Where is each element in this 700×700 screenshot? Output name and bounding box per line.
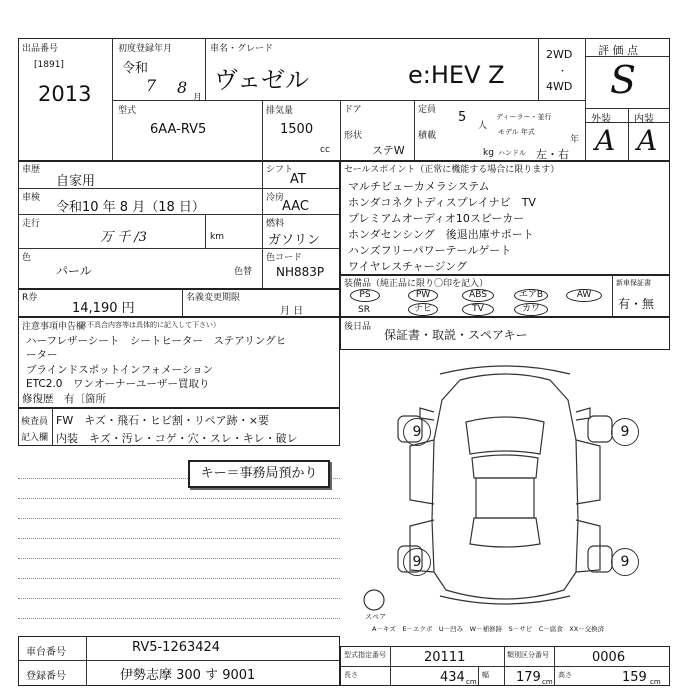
name-label: 車名・グレード bbox=[210, 44, 274, 54]
warranty: 有・無 bbox=[618, 297, 655, 311]
drive-2wd: 2WD bbox=[546, 48, 573, 61]
equip-abs: ABS bbox=[462, 289, 494, 302]
inspection-label: 車検 bbox=[22, 193, 41, 203]
category-no-label: 類別区分番号 bbox=[507, 651, 549, 659]
type-no-label: 型式指定番号 bbox=[344, 651, 386, 659]
mileage: 万 千 /3 bbox=[100, 230, 147, 245]
tire-rear-right-mark: 9 bbox=[611, 548, 639, 576]
tire-rear-left-mark: 9 bbox=[403, 548, 431, 576]
shift-label: シフト bbox=[266, 165, 294, 175]
grade: e:HEV Z bbox=[408, 61, 505, 89]
drive-dot: ・ bbox=[558, 67, 568, 77]
era: 令和 bbox=[122, 61, 149, 76]
seats: 5 bbox=[458, 110, 467, 125]
notes-label: 注意事項申告欄 bbox=[22, 322, 86, 332]
model-year-label: モデル 年式 bbox=[498, 128, 535, 136]
seats-label: 定員 bbox=[418, 105, 437, 115]
car-name: ヴェゼル bbox=[214, 66, 310, 94]
sales-point-5: ハンズフリーパワーテールゲート bbox=[348, 244, 512, 257]
model-label: 型式 bbox=[118, 106, 137, 116]
usage-label: 車歴 bbox=[22, 165, 41, 175]
ac-label: 冷房 bbox=[266, 193, 285, 203]
tire-front-left-mark: 9 bbox=[403, 418, 431, 446]
model-code: 6AA-RV5 bbox=[150, 122, 207, 137]
color-label: 色 bbox=[22, 253, 32, 263]
mileage-label: 走行 bbox=[22, 219, 41, 229]
drive-4wd: 4WD bbox=[546, 80, 573, 93]
year-unit: 年 bbox=[570, 135, 580, 145]
name-change-label: 名義変更期限 bbox=[186, 293, 241, 303]
sales-point-2: ホンダコネクトディスプレイナビ TV bbox=[348, 196, 536, 209]
sales-point-6: ワイヤレスチャージング bbox=[348, 260, 467, 273]
note-line-2: ーター bbox=[26, 349, 58, 361]
shape-label: 形状 bbox=[344, 131, 363, 141]
chassis-label: 車台番号 bbox=[26, 647, 66, 658]
load-label: 積載 bbox=[418, 131, 437, 141]
handle-label: ハンドル bbox=[498, 149, 526, 157]
length-unit: cm bbox=[466, 678, 477, 686]
score: S bbox=[610, 58, 637, 102]
color-code-label: 色コード bbox=[266, 253, 303, 263]
month-unit: 月 bbox=[193, 93, 203, 103]
lot-number: [1891] bbox=[34, 60, 64, 70]
note-line-1: ハーフレザーシート シートヒーター ステアリングヒ bbox=[26, 335, 287, 347]
equip-aw: AW bbox=[566, 289, 602, 302]
color-code: NH883P bbox=[276, 265, 325, 279]
recycle: 14,190 円 bbox=[72, 301, 135, 316]
equip-pw: PW bbox=[408, 289, 438, 302]
reg-number: 伊勢志摩 300 す 9001 bbox=[120, 668, 256, 683]
displacement: 1500 bbox=[280, 122, 314, 137]
equip-airbag: エアB bbox=[514, 289, 548, 302]
score-label: 評 価 点 bbox=[598, 44, 638, 57]
seats-unit: 人 bbox=[478, 121, 488, 131]
chassis-number: RV5-1263424 bbox=[132, 640, 221, 655]
handle: 左・右 bbox=[536, 148, 569, 161]
year-value: 2013 bbox=[38, 82, 92, 106]
note-line-4: ETC2.0 ワンオーナーユーザー買取り bbox=[26, 378, 210, 390]
usage: 自家用 bbox=[56, 174, 96, 189]
width-unit: cm bbox=[542, 678, 553, 686]
month-day: 月 日 bbox=[280, 306, 304, 317]
color: パール bbox=[56, 264, 92, 278]
sales-point-1: マルチビューカメラシステム bbox=[348, 180, 490, 193]
equip-sr: SR bbox=[358, 305, 370, 315]
after-items: 保証書・取説・スペアキー bbox=[384, 328, 528, 342]
height-unit: cm bbox=[650, 678, 661, 686]
height-label: 高さ bbox=[558, 671, 572, 679]
sales-point-3: プレミアムオーディオ10スピーカー bbox=[348, 212, 525, 225]
equip-navi: ナビ bbox=[408, 303, 438, 316]
displacement-label: 排気量 bbox=[266, 106, 294, 116]
color-change-word: 色替 bbox=[234, 267, 253, 277]
key-stamp: キー＝事務局預かり bbox=[188, 460, 330, 488]
equipment-label: 装備品（純正品に限り〇印を記入） bbox=[344, 279, 489, 289]
interior-grade: A bbox=[637, 124, 658, 157]
width-label: 幅 bbox=[482, 671, 489, 679]
warranty-label: 新車保証書 bbox=[616, 279, 651, 287]
spare-label: スペア bbox=[365, 613, 386, 621]
reg-label: 登録番号 bbox=[26, 671, 66, 682]
inspection: 令和10 年 8 月（18 日） bbox=[56, 200, 205, 215]
notes-sublabel: （不具合内容等は具体的に記入して下さい） bbox=[80, 321, 220, 329]
exterior-label: 外装 bbox=[591, 114, 611, 125]
dealer-label: ディーラー・並行 bbox=[496, 113, 552, 121]
equip-leather: カワ bbox=[514, 303, 548, 316]
sales-points-label: セールスポイント（正常に機能する場合に限ります） bbox=[344, 165, 560, 175]
shape: ステW bbox=[372, 144, 405, 157]
inspector-label-2: 記入欄 bbox=[21, 433, 49, 443]
fuel-label: 燃料 bbox=[266, 219, 285, 229]
damage-legend: A－キズ E－エクボ U－凹み W－補修跡 S－サビ C－腐食 XX－交換済 bbox=[372, 625, 605, 633]
fuel: ガソリン bbox=[268, 233, 321, 248]
exterior-grade: A bbox=[595, 124, 616, 157]
length: 434 bbox=[440, 670, 465, 685]
ac: AAC bbox=[282, 199, 309, 214]
interior-label: 内装 bbox=[634, 114, 654, 125]
sales-point-4: ホンダセンシング 後退出庫サポート bbox=[348, 228, 534, 241]
era-year: 7 bbox=[146, 76, 157, 95]
equip-tv: TV bbox=[462, 303, 494, 316]
inspector-exterior: FW キズ・飛石・ヒビ割・リペア跡・×要 bbox=[56, 414, 269, 427]
note-line-3: ブラインドスポットインフォメーション bbox=[26, 364, 214, 376]
km-unit: km bbox=[210, 232, 224, 242]
lot-label: 出品番号 bbox=[22, 44, 59, 54]
height: 159 bbox=[622, 670, 647, 685]
doors-label: ドア bbox=[344, 105, 362, 115]
recycle-label: R券 bbox=[22, 293, 38, 303]
inspector-interior: 内装 キズ・汚レ・コゲ・穴・スレ・キレ・破レ bbox=[56, 432, 298, 445]
inspector-label-1: 検査員 bbox=[21, 417, 49, 427]
length-label: 長さ bbox=[344, 671, 358, 679]
car-damage-diagram bbox=[340, 350, 670, 632]
equip-ps: PS bbox=[350, 289, 380, 302]
kg-unit: kg bbox=[483, 148, 494, 158]
width: 179 bbox=[516, 670, 541, 685]
shift: AT bbox=[290, 172, 306, 187]
type-no: 20111 bbox=[424, 650, 466, 665]
after-label: 後日品 bbox=[344, 322, 372, 332]
month: 8 bbox=[177, 78, 188, 97]
category-no: 0006 bbox=[592, 650, 626, 665]
tire-front-right-mark: 9 bbox=[611, 418, 639, 446]
cc-unit: cc bbox=[320, 145, 330, 155]
repair-history: 修復歴 有〔箇所 bbox=[22, 393, 106, 405]
first-reg-label: 初度登録年月 bbox=[118, 44, 173, 54]
